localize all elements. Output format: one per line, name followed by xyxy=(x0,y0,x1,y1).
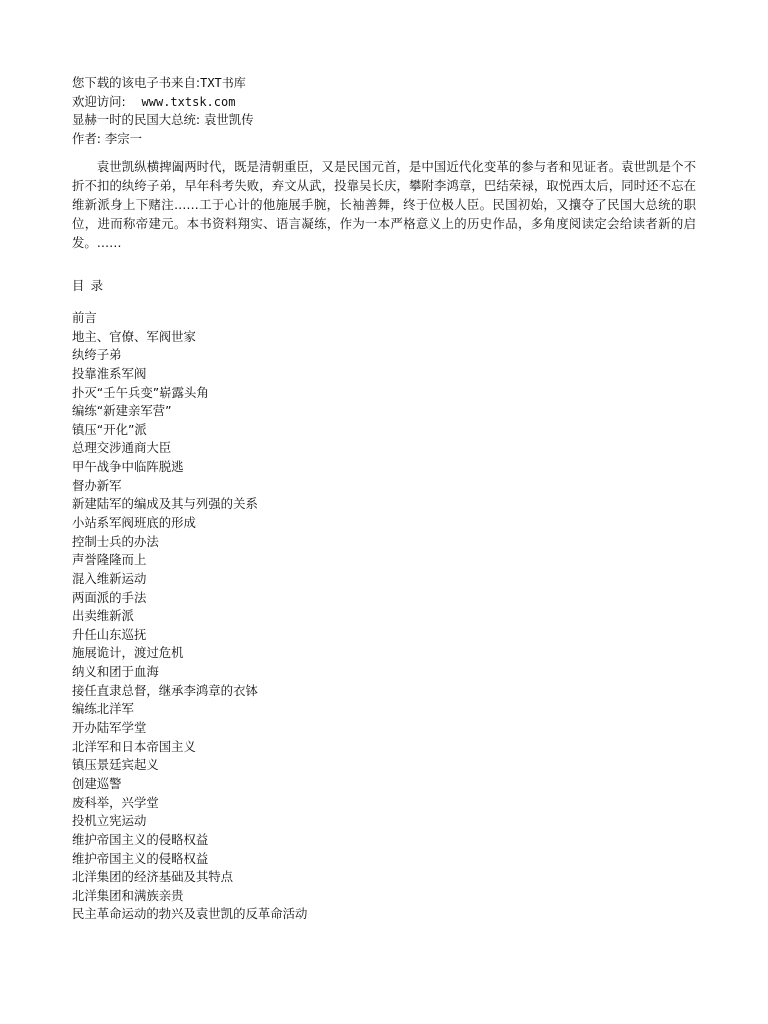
source-label: 您下载的该电子书来自: xyxy=(72,75,201,90)
toc-item: 镇压“开化”派 xyxy=(72,421,147,437)
toc-item: 督办新军 xyxy=(72,477,122,493)
toc-item: 总理交涉通商大臣 xyxy=(72,440,172,456)
toc-item: 编练“新建亲军营” xyxy=(72,403,172,419)
toc-item: 地主、官僚、军阀世家 xyxy=(72,328,196,344)
toc-item: 混入维新运动 xyxy=(72,570,147,586)
toc-item: 北洋集团的经济基础及其特点 xyxy=(72,869,234,885)
toc-item: 投靠淮系军阀 xyxy=(72,365,147,381)
toc-item: 升任山东巡抚 xyxy=(72,626,147,642)
source-name: TXT书库 xyxy=(200,76,246,90)
visit-label: 欢迎访问: xyxy=(72,93,126,109)
download-header xyxy=(72,74,696,148)
toc-item: 民主革命运动的勃兴及袁世凯的反革命活动 xyxy=(72,906,308,922)
source-line xyxy=(72,74,696,93)
toc-item: 北洋军和日本帝国主义 xyxy=(72,738,196,754)
toc-item: 编练北洋军 xyxy=(72,701,134,717)
toc-item: 控制士兵的办法 xyxy=(72,533,159,549)
document-page xyxy=(72,74,696,924)
toc-item: 出卖维新派 xyxy=(72,608,134,624)
visit-line xyxy=(72,93,696,112)
toc-item: 维护帝国主义的侵略权益 xyxy=(72,850,209,866)
toc-item: 新建陆军的编成及其与列强的关系 xyxy=(72,496,258,512)
toc-item: 废科举，兴学堂 xyxy=(72,794,159,810)
toc-item: 甲午战争中临阵脱逃 xyxy=(72,459,184,475)
toc-item: 小站系军阀班底的形成 xyxy=(72,515,196,530)
book-title: 显赫一时的民国大总统: 袁世凯传 xyxy=(72,112,254,128)
toc-item: 两面派的手法 xyxy=(72,589,147,605)
toc-item: 镇压景廷宾起义 xyxy=(72,757,159,773)
toc-title: 目录 xyxy=(72,278,110,294)
toc-item: 北洋集团和满族亲贵 xyxy=(72,887,184,903)
toc-item: 维护帝国主义的侵略权益 xyxy=(72,831,209,847)
toc-item: 扑灭“壬午兵变”崭露头角 xyxy=(72,384,209,400)
toc-item: 前言 xyxy=(72,309,97,325)
toc-item: 施展诡计，渡过危机 xyxy=(72,645,184,661)
toc-item: 接任直隶总督，继承李鸿章的衣钵 xyxy=(72,682,258,698)
toc-item: 开办陆军学堂 xyxy=(72,720,147,736)
toc-item: 纨绔子弟 xyxy=(72,347,122,363)
author-line: 作者: 李宗一 xyxy=(72,130,143,146)
toc-list xyxy=(72,309,696,924)
toc-item: 投机立宪运动 xyxy=(72,813,147,829)
toc-item: 纳义和团于血海 xyxy=(72,664,159,680)
intro-paragraph: 袁世凯纵横捭阖两时代，既是清朝重臣，又是民国元首，是中国近代化变革的参与者和见证者。袁世凯是个不折不扣的纨绔子弟，早年科考失败，弃文从武，投靠吴长庆，攀附李鸿章，巴结荣禄，取悦西太后，同时还不忘在维新派身上下赌注……工于心计的他施展手腕，长袖善舞，终于位极人臣。民国初始，又攘夺了民国大总统的职位，进而称帝建元。本书资料翔实、语言凝练，作为一本严格意义上的历史作品，多角度阅读定会给读者新的启发。…… xyxy=(72,159,696,250)
toc-item: 声誉隆隆而上 xyxy=(72,552,147,568)
visit-url: www.txtsk.com xyxy=(141,94,236,109)
toc-item: 创建巡警 xyxy=(72,775,122,791)
